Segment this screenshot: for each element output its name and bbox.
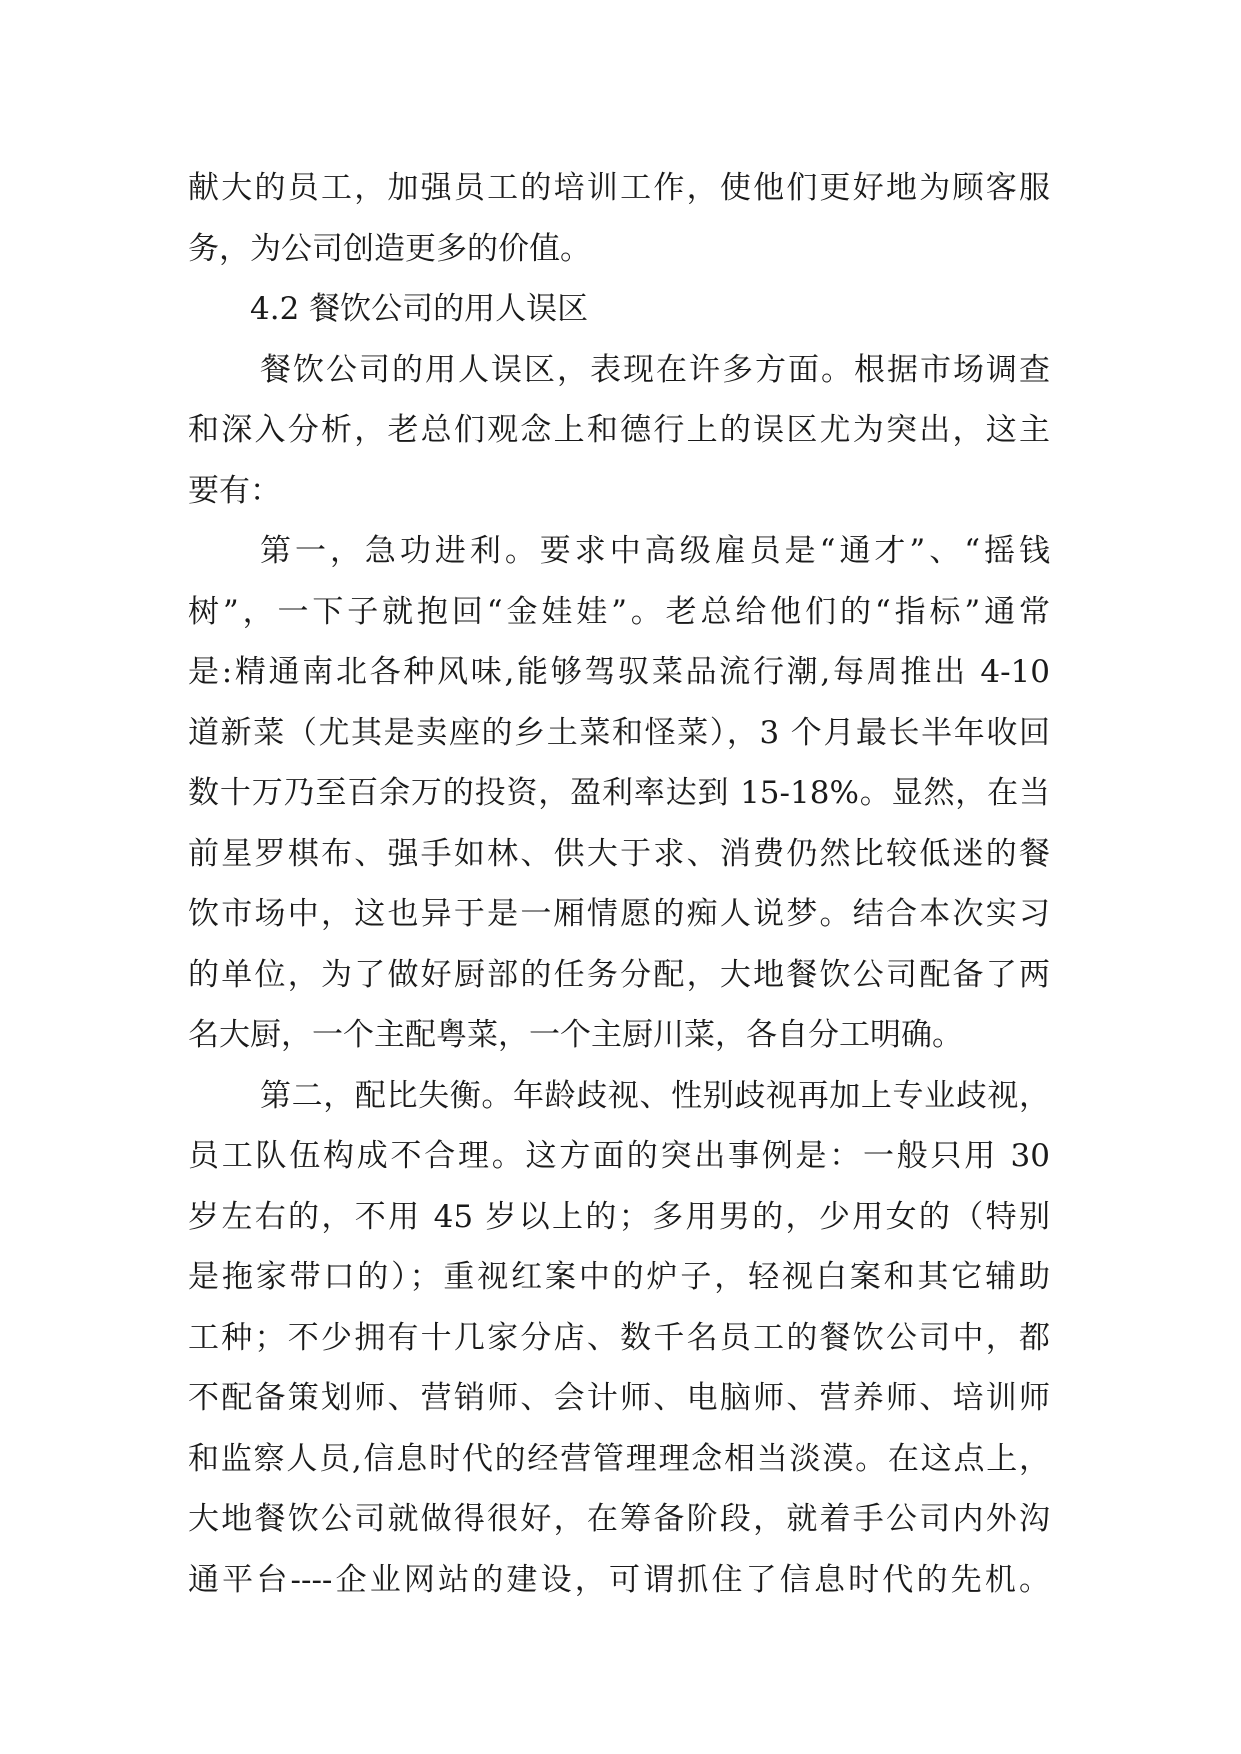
section-heading: 4.2 餐饮公司的用人误区 xyxy=(250,291,589,327)
text-line: 前星罗棋布、强手如林、供大于求、消费仍然比较低迷的餐 xyxy=(188,835,1050,872)
text-line: 工种；不少拥有十几家分店、数千名员工的餐饮公司中，都 xyxy=(188,1319,1050,1356)
text-line: 献大的员工，加强员工的培训工作，使他们更好地为顾客服 xyxy=(188,170,1050,206)
text-line: 数十万乃至百余万的投资，盈利率达到 15-18%。显然，在当 xyxy=(188,775,1050,811)
text-line: 第一，急功进利。要求中高级雇员是“通才”、“摇钱 xyxy=(260,533,1050,569)
text-line: 不配备策划师、营销师、会计师、电脑师、营养师、培训师 xyxy=(188,1380,1050,1416)
body-text xyxy=(188,158,1050,1610)
text-line: 餐饮公司的用人误区，表现在许多方面。根据市场调查 xyxy=(260,351,1050,388)
text-line: 和深入分析，老总们观念上和德行上的误区尤为突出，这主 xyxy=(188,412,1050,448)
text-line: 的单位，为了做好厨部的任务分配，大地餐饮公司配备了两 xyxy=(188,956,1050,993)
text-line: 是:精通南北各种风味,能够驾驭菜品流行潮,每周推出 4-10 xyxy=(188,654,1050,690)
text-line: 是拖家带口的）；重视红案中的炉子，轻视白案和其它辅助 xyxy=(188,1259,1050,1295)
text-line: 员工队伍构成不合理。这方面的突出事例是：一般只用 30 xyxy=(188,1138,1050,1174)
text-line: 第二，配比失衡。年龄歧视、性别歧视再加上专业歧视， xyxy=(260,1077,1050,1114)
text-line: 名大厨，一个主配粤菜，一个主厨川菜，各自分工明确。 xyxy=(188,1017,963,1053)
text-line: 饮市场中，这也异于是一厢情愿的痴人说梦。结合本次实习 xyxy=(188,896,1050,932)
text-line: 要有： xyxy=(188,472,281,509)
text-line: 岁左右的，不用 45 岁以上的；多用男的，少用女的（特别 xyxy=(188,1198,1050,1235)
text-line: 大地餐饮公司就做得很好，在筹备阶段，就着手公司内外沟 xyxy=(188,1501,1050,1537)
text-line: 树”，一下子就抱回“金娃娃”。老总给他们的“指标”通常 xyxy=(188,593,1050,630)
text-line: 道新菜（尤其是卖座的乡土菜和怪菜），3 个月最长半年收回 xyxy=(188,714,1050,751)
text-line: 务，为公司创造更多的价值。 xyxy=(188,230,591,267)
text-line: 通平台----企业网站的建设，可谓抓住了信息时代的先机。 xyxy=(188,1561,1050,1598)
text-line: 和监察人员,信息时代的经营管理理念相当淡漠。在这点上， xyxy=(188,1440,1050,1477)
